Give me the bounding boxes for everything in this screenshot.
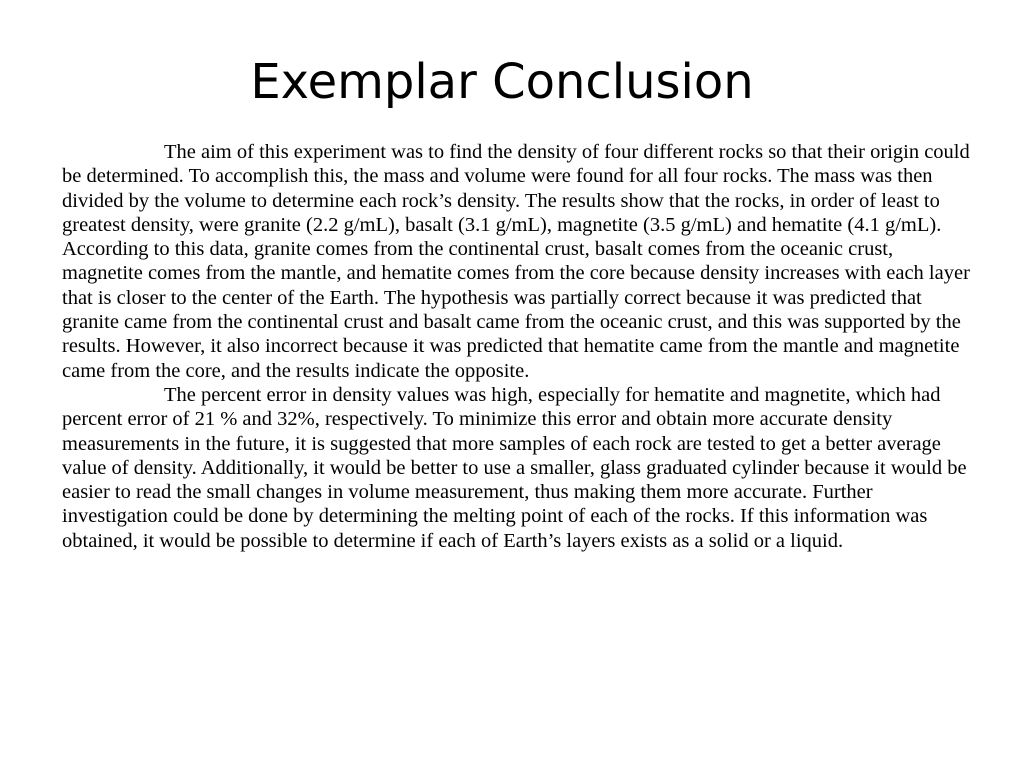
body-paragraph: The percent error in density values was high, especially for hematite and magnetite, which had percent error of 21 % and 32%, respectively. To minimize this error and obtain more accurate density measurements in the future, it is suggested that more samples of each rock are tested to get a better average value of density. Additionally, it would be better to use a smaller, glass graduated cylinder because it would be easier to read the small changes in volume measurement, thus making them more accurate. Further investigation could be done by determining the melting point of each of the rocks. If this information was obtained, it would be possible to determine if each of Earth’s layers exists as a solid or a liquid.	[62, 383, 967, 552]
slide-title: Exemplar Conclusion	[250, 54, 754, 110]
body-paragraph: The aim of this experiment was to find the density of four different rocks so that their origin could be determined. To accomplish this, the mass and volume were found for all four rocks. The mass was then divided by the volume to determine each rock’s density. The results show that the rocks, in order of least to greatest density, were granite (2.2 g/mL), basalt (3.1 g/mL), magnetite (3.5 g/mL) and hematite (4.1 g/mL). According to this data, granite comes from the continental crust, basalt comes from the oceanic crust, magnetite comes from the mantle, and hematite comes from the core because density increases with each layer that is closer to the center of the Earth. The hypothesis was partially correct because it was predicted that granite came from the continental crust and basalt came from the oceanic crust, and this was supported by the results. However, it also incorrect because it was predicted that hematite came from the mantle and magnetite came from the core, and the results indicate the opposite.	[62, 141, 970, 382]
slide-body	[62, 140, 972, 553]
